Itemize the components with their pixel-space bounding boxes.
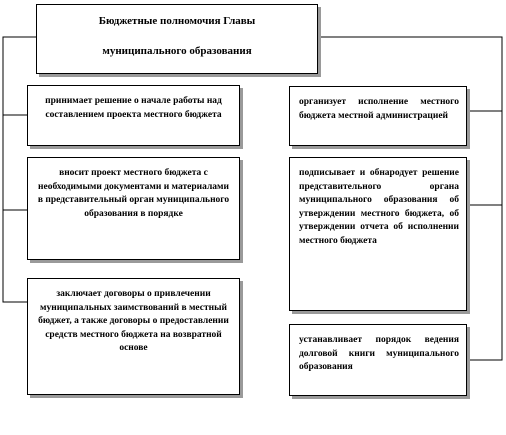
left-box-contracts [27, 278, 240, 395]
left-box-3-text: заключает договоры о привлечении муниципальных заимствований в местный бюджет, а также договоры о предоставлении средств местного бюджета на возвратной основе [38, 289, 229, 353]
title-line-2: муниципального образования [102, 45, 252, 57]
right-box-sign-publish [289, 157, 467, 311]
right-box-1-text: организует исполнение местного бюджета местной администрацией [299, 97, 459, 121]
right-box-organize-execution [289, 86, 467, 146]
title-line-1: Бюджетные полномочия Главы [98, 15, 256, 27]
left-box-decision-start [27, 85, 240, 146]
right-box-debt-book [289, 324, 467, 396]
left-box-submit-draft [27, 157, 240, 260]
right-box-2-text: подписывает и обнародует решение представительного органа муниципального образования об утверждении местного бюджета, об утверждении отчета об исполнении местного бюджета [299, 168, 459, 246]
title-box [36, 4, 318, 74]
right-box-3-text: устанавливает порядок ведения долговой книги муниципального образования [299, 335, 459, 372]
left-box-2-text: вносит проект местного бюджета с необходимыми документами и материалами в представительный орган муниципального образования в порядке [37, 168, 230, 219]
left-box-1-text: принимает решение о начале работы над составлением проекта местного бюджета [45, 96, 222, 120]
